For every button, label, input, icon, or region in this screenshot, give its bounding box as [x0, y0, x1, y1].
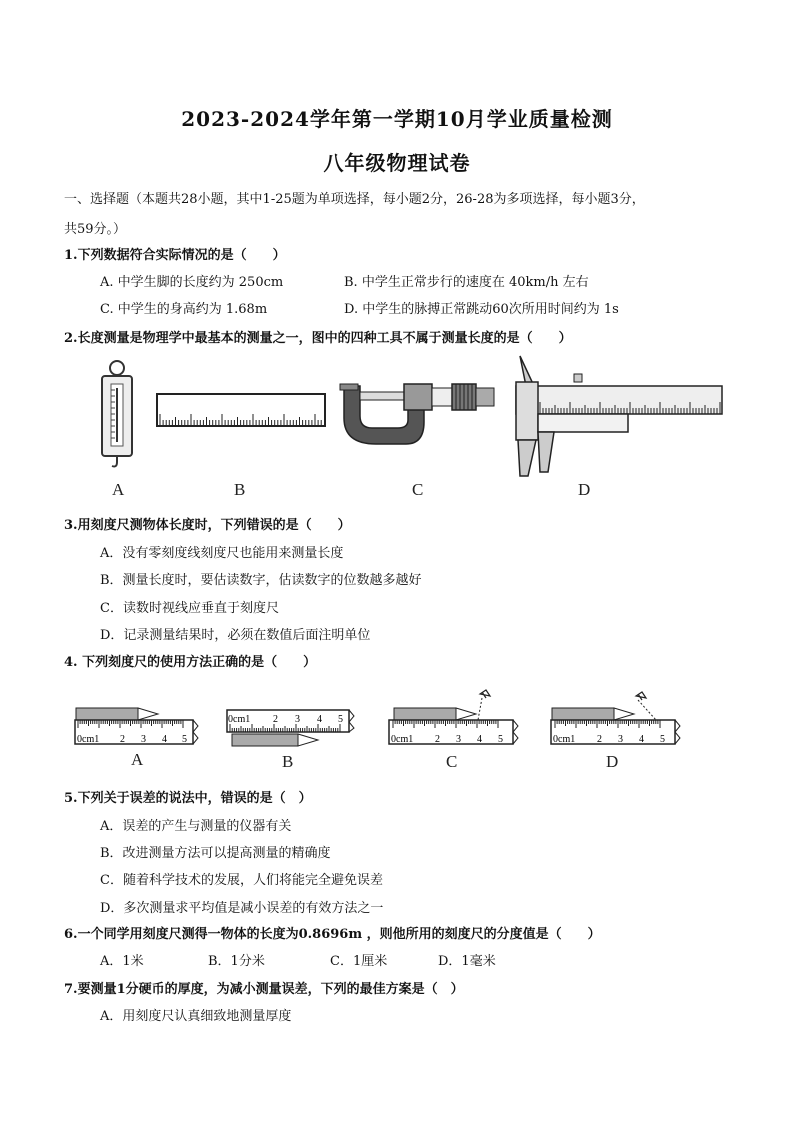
ruler-usage-figure-b	[226, 708, 358, 754]
ruler-c-tick-label: 3	[456, 734, 461, 745]
q1-stem: 1.下列数据符合实际情况的是（ ）	[64, 248, 286, 263]
ruler-d-tick-label: 4	[639, 734, 644, 745]
q6-option-a: A．1米	[100, 954, 144, 969]
q3-option-b: B．测量长度时，要估读数字，估读数字的位数越多越好	[100, 573, 422, 588]
ruler-b-tick-label: 2	[273, 714, 278, 725]
ruler-usage-figure-a	[74, 702, 202, 748]
ruler-b-tick-label: 4	[317, 714, 322, 725]
q4-label-a: A	[131, 750, 144, 769]
q5-stem: 5.下列关于误差的说法中，错误的是（ ）	[64, 791, 312, 806]
ruler-usage-figure-c	[388, 686, 520, 748]
q3-option-c: C．读数时视线应垂直于刻度尺	[100, 601, 279, 616]
ruler-d-zero-label: 0cm1	[553, 734, 576, 745]
spring-scale-figure	[92, 358, 142, 470]
q4-label-d: D	[606, 752, 619, 771]
ruler-a-zero-label: 0cm1	[77, 734, 100, 745]
ruler-d-tick-label: 3	[618, 734, 623, 745]
ruler-c-tick-label: 4	[477, 734, 482, 745]
exam-title: 2023-2024学年第一学期10月学业质量检测	[181, 107, 613, 131]
ruler-a-tick-label: 4	[162, 734, 167, 745]
q6-option-c: C．1厘米	[330, 954, 388, 969]
q3-stem: 3.用刻度尺测物体长度时，下列错误的是（ ）	[64, 518, 351, 533]
q7-option-a: A．用刻度尺认真细致地测量厚度	[100, 1009, 292, 1024]
ruler-b-zero-label: 0cm1	[228, 714, 251, 725]
q4-label-b: B	[282, 752, 294, 771]
q6-stem: 6.一个同学用刻度尺测得一物体的长度为0.8696m ，则他所用的刻度尺的分度值是（ ）	[64, 927, 601, 942]
q2-label-a: A	[112, 480, 125, 499]
q5-option-a: A．误差的产生与测量的仪器有关	[100, 819, 292, 834]
q1-option-c: C. 中学生的身高约为 1.68m	[100, 302, 268, 317]
eye-icon	[636, 692, 646, 700]
ruler-figure	[156, 392, 328, 432]
q6-option-d: D．1毫米	[438, 954, 496, 969]
q5-option-d: D．多次测量求平均值是减小误差的有效方法之一	[100, 901, 384, 916]
ruler-c-tick-label: 5	[498, 734, 503, 745]
section-heading: 一、选择题（本题共28小题，其中1-25题为单项选择，每小题2分，26-28为多项选择，每小题3分，	[64, 192, 645, 207]
ruler-a-tick-label: 5	[182, 734, 187, 745]
section-heading-cont: 共59分。）	[64, 222, 127, 237]
ruler-b-tick-label: 5	[338, 714, 343, 725]
q1-option-d: D. 中学生的脉搏正常跳动60次所用时间约为 1s	[344, 302, 619, 317]
q3-option-a: A．没有零刻度线刻度尺也能用来测量长度	[100, 546, 344, 561]
q5-option-c: C．随着科学技术的发展，人们将能完全避免误差	[100, 873, 383, 888]
ruler-usage-figure-d	[550, 686, 682, 748]
q3-option-d: D．记录测量结果时，必须在数值后面注明单位	[100, 628, 371, 643]
q6-option-b: B．1分米	[208, 954, 265, 969]
q1-option-a: A. 中学生脚的长度约为 250cm	[100, 275, 284, 290]
micrometer-figure	[336, 378, 498, 448]
ruler-b-tick-label: 3	[295, 714, 300, 725]
exam-subtitle: 八年级物理试卷	[323, 151, 471, 175]
q2-label-c: C	[412, 480, 424, 499]
ruler-d-tick-label: 2	[597, 734, 602, 745]
q5-option-b: B．改进测量方法可以提高测量的精确度	[100, 846, 331, 861]
q2-stem: 2.长度测量是物理学中最基本的测量之一，图中的四种工具不属于测量长度的是（ ）	[64, 331, 572, 346]
q4-label-c: C	[446, 752, 458, 771]
eye-icon	[480, 690, 490, 698]
ruler-d-tick-label: 5	[660, 734, 665, 745]
vernier-caliper-figure	[510, 352, 726, 478]
ruler-a-tick-label: 2	[120, 734, 125, 745]
q4-stem: 4. 下列刻度尺的使用方法正确的是（ ）	[64, 655, 317, 670]
ruler-c-tick-label: 2	[435, 734, 440, 745]
q2-label-b: B	[234, 480, 246, 499]
q7-stem: 7.要测量1分硬币的厚度，为减小测量误差，下列的最佳方案是（ ）	[64, 982, 464, 997]
ruler-a-tick-label: 3	[141, 734, 146, 745]
q2-label-d: D	[578, 480, 591, 499]
ruler-c-zero-label: 0cm1	[391, 734, 414, 745]
q1-option-b: B. 中学生正常步行的速度在 40km/h 左右	[344, 275, 589, 290]
